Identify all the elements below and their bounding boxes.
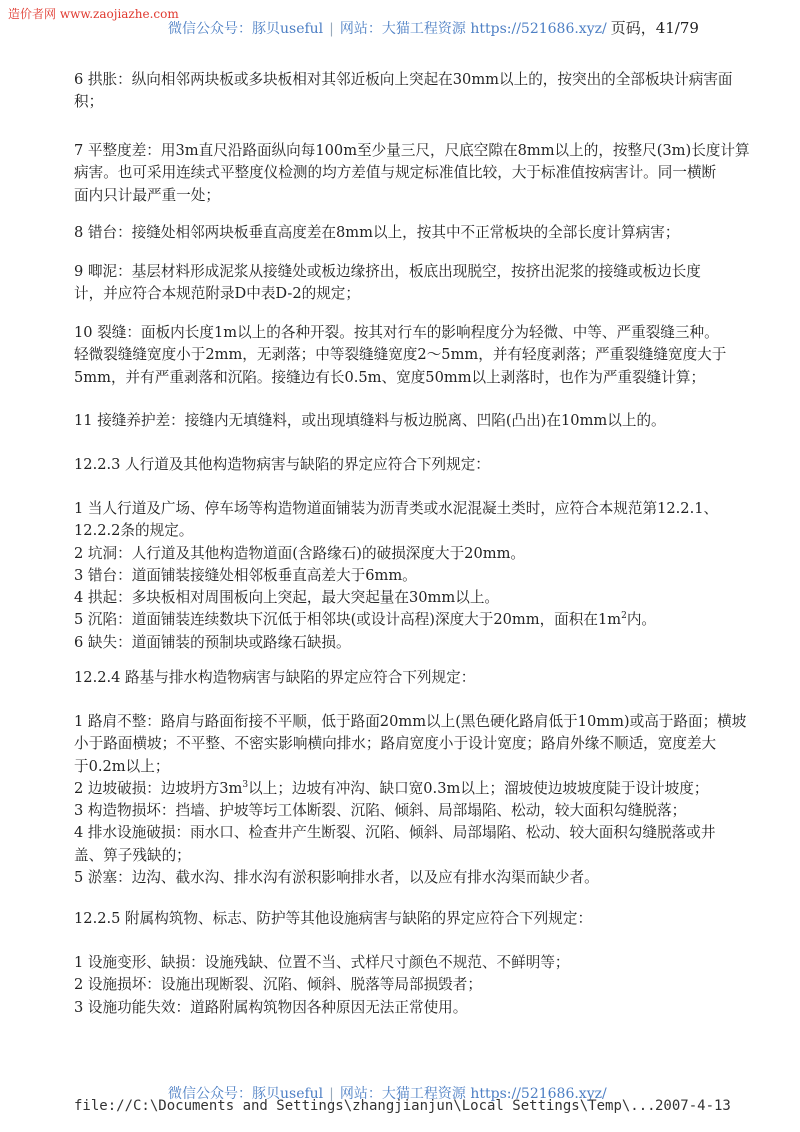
text-line: 12.2.4 路基与排水构造物病害与缺陷的界定应符合下列规定： [74, 669, 476, 686]
paragraph [74, 222, 679, 244]
text-line: 8 错台：接缝处相邻两块板垂直高度差在8mm以上，按其中不正常板块的全部长度计算病害； [74, 224, 680, 241]
text-line: 11 接缝养护差：接缝内无填缝料，或出现填缝料与板边脱离、凹陷(凸出)在10mm以上的。 [74, 412, 666, 429]
text-line: 积； [74, 93, 104, 111]
page-header [168, 17, 699, 38]
text-line: 3 错台：道面铺装接缝处相邻板垂直高差大于6mm。 [74, 566, 417, 584]
text-line [74, 778, 746, 800]
paragraph [74, 261, 701, 306]
paragraph [74, 908, 592, 930]
paragraph [74, 711, 746, 889]
text-line: 6 拱胀：纵向相邻两块板或多块板相对其邻近板向上突起在30mm以上的，按突出的全部板块计病害面 [74, 71, 733, 88]
footer-separator: | [329, 1086, 334, 1102]
text-line: 计，并应符合本规范附录D中表D-2的规定； [74, 285, 360, 303]
paragraph [74, 140, 750, 207]
text-line: 面内只计最严重一处； [74, 186, 220, 204]
paragraph [74, 454, 490, 476]
text-line: 3 构造物损坏：挡墙、护坡等圬工体断裂、沉陷、倾斜、局部塌陷、松动，较大面积勾缝脱落； [74, 802, 687, 820]
text-line [74, 609, 718, 631]
footer-file-path: file://C:\Documents and Settings\zhangjianjun\Local Settings\Temp\... [74, 1098, 656, 1114]
text-line: 5 淤塞：边沟、截水沟、排水沟有淤积影响排水者，以及应有排水沟渠而缺少者。 [74, 869, 599, 887]
text-line: 3 设施功能失效：道路附属构筑物因各种原因无法正常使用。 [74, 998, 468, 1016]
paragraph [74, 498, 718, 654]
text-line: 10 裂缝：面板内长度1m以上的各种开裂。按其对行车的影响程度分为轻微、中等、严重裂缝三种。 [74, 324, 719, 341]
text-segment: 5 沉陷：道面铺装连续数块下沉低于相邻块(或设计高程)深度大于20mm，面积在1m [74, 611, 622, 629]
paragraph [74, 322, 726, 389]
paragraph [74, 69, 733, 114]
footer-wechat: 微信公众号：豚贝useful [168, 1086, 324, 1102]
text-line: 5mm，并有严重剥落和沉陷。接缝边有长0.5m、宽度50mm以上剥落时，也作为严重裂缝计算； [74, 368, 706, 386]
text-segment: 以上；边坡有冲沟、缺口宽0.3m以上；溜坡使边坡坡度陡于设计坡度； [248, 779, 709, 797]
header-separator: | [329, 21, 334, 37]
header-wechat: 微信公众号：豚贝useful [168, 21, 324, 37]
text-line: 12.2.5 附属构筑物、标志、防护等其他设施病害与缺陷的界定应符合下列规定： [74, 910, 593, 927]
header-website-link[interactable]: 网站：大猫工程资源 https://521686.xyz/ [339, 21, 607, 37]
paragraph [74, 667, 475, 689]
text-line: 轻微裂缝缝宽度小于2mm，无剥落；中等裂缝缝宽度2～5mm，并有轻度剥落；严重裂缝缝宽度大于 [74, 346, 727, 364]
text-line: 4 拱起：多块板相对周围板向上突起，最大突起量在30mm以上。 [74, 589, 500, 607]
superscript: 2 [621, 611, 627, 622]
watermark-site: 造价者网 www.zaojiazhe.com [8, 7, 179, 21]
text-line: 4 排水设施破损：雨水口、检查井产生断裂、沉陷、倾斜、局部塌陷、松动、较大面积勾缝脱落或井 [74, 824, 716, 842]
text-segment: 内。 [626, 611, 657, 629]
text-line: 病害。也可采用连续式平整度仪检测的均方差值与规定标准值比较，大于标准值按病害计。同一横断 [74, 164, 717, 182]
text-line: 1 路肩不整：路肩与路面衔接不平顺，低于路面20mm以上(黑色硬化路肩低于10mm)或高于路面；横坡 [74, 713, 747, 730]
text-line: 2 设施损坏：设施出现断裂、沉陷、倾斜、脱落等局部损毁者； [74, 976, 482, 994]
text-line: 9 唧泥：基层材料形成泥浆从接缝处或板边缘挤出，板底出现脱空，按挤出泥浆的接缝或板边长度 [74, 263, 701, 280]
paragraph [74, 952, 570, 1019]
text-line: 于0.2m以上； [74, 757, 170, 775]
text-line: 盖、箅子残缺的； [74, 846, 191, 864]
text-line: 7 平整度差：用3m直尺沿路面纵向每100m至少量三尺，尺底空隙在8mm以上的，按整尺(3m)长度计算 [74, 142, 750, 159]
text-segment: 2 边坡破损：边坡坍方3m [74, 779, 243, 797]
footer-date: 2007-4-13 [655, 1098, 731, 1114]
text-line: 6 缺失：道面铺装的预制块或路缘石缺损。 [74, 633, 351, 651]
page-number: 页码，41/79 [610, 19, 699, 37]
text-line: 1 当人行道及广场、停车场等构造物道面铺装为沥青类或水泥混凝土类时，应符合本规范第12.2.1、 [74, 500, 719, 517]
footer-website-link[interactable]: 网站：大猫工程资源 https://521686.xyz/ [339, 1086, 607, 1102]
text-line: 1 设施变形、缺损：设施残缺、位置不当、式样尺寸颜色不规范、不鲜明等； [74, 954, 570, 971]
text-line: 12.2.3 人行道及其他构造物病害与缺陷的界定应符合下列规定： [74, 456, 490, 473]
text-line: 小于路面横坡；不平整、不密实影响横向排水；路肩宽度小于设计宽度；路肩外缘不顺适，宽度差大 [74, 735, 717, 753]
paragraph [74, 410, 666, 432]
text-line: 12.2.2条的规定。 [74, 522, 194, 540]
text-line: 2 坑洞：人行道及其他构造物道面(含路缘石)的破损深度大于20mm。 [74, 544, 525, 562]
superscript: 3 [242, 780, 249, 791]
